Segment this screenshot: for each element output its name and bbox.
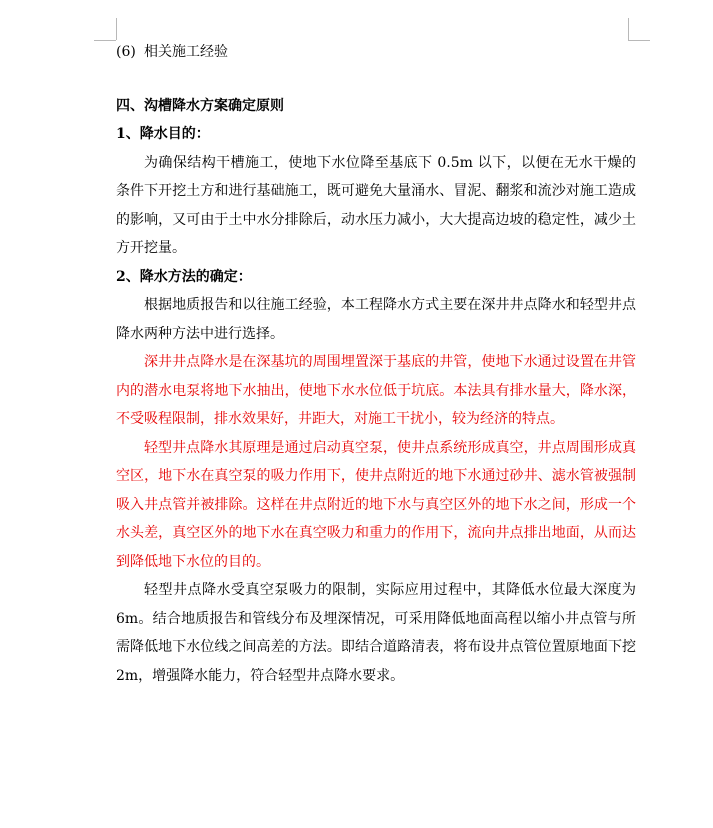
paragraph-purpose: 为确保结构干槽施工，使地下水位降至基底下 0.5m 以下，以便在无水干燥的条件下开挖土方和进行基础施工，既可避免大量涌水、冒泥、翻浆和流沙对施工造成的影响，又可由于土中水分排除后，动水压力减小，大大提高边坡的稳定性，减少土方开挖量。 — [116, 154, 636, 256]
paragraph-method-intro: 根据地质报告和以往施工经验，本工程降水方式主要在深井井点降水和轻型井点降水两种方法中进行选择。 — [116, 297, 636, 342]
document-body — [116, 38, 636, 690]
subsection-heading-purpose: 1、降水目的： — [116, 126, 210, 142]
paragraph-light-well-point-principle: 轻型井点降水其原理是通过启动真空泵，使井点系统形成真空，井点周围形成真空区，地下水在真空泵的吸力作用下，使井点附近的地下水通过砂井、滤水管被强制吸入井点管并被排除。这样在井点附近的地下水与真空区外的地下水之间，形成一个水头差，真空区外的地下水在真空吸力和重力的作用下，流向井点排出地面，从而达到降低地下水位的目的。 — [116, 439, 636, 570]
section-heading: 四、沟槽降水方案确定原则 — [116, 97, 284, 114]
list-item-number: (6) — [116, 44, 136, 60]
list-item-related-experience — [116, 38, 636, 67]
corner-mark-top-right-vertical — [628, 18, 629, 40]
paragraph-light-well-point-application: 轻型井点降水受真空泵吸力的限制，实际应用过程中，其降低水位最大深度为 6m。结合地质报告和管线分布及埋深情况，可采用降低地面高程以缩小井点管与所需降低地下水位线之间高差的方法。即结合道路清表，将布设井点管位置原地面下挖 2m，增强降水能力，符合轻型井点降水要求。 — [116, 582, 636, 684]
subsection-heading-method: 2、降水方法的确定： — [116, 268, 252, 285]
list-item-text: 相关施工经验 — [144, 44, 228, 60]
paragraph-deep-well-dewatering: 深井井点降水是在深基坑的周围埋置深于基底的井管，使地下水通过设置在井管内的潜水电泵将地下水抽出，使地下水水位低于坑底。本法具有排水量大，降水深，不受吸程限制，排水效果好，井距大，对施工干扰小，较为经济的特点。 — [116, 354, 636, 427]
corner-mark-top-left-horizontal — [94, 40, 116, 41]
spacer — [116, 67, 636, 92]
corner-mark-top-left-vertical — [116, 18, 117, 40]
